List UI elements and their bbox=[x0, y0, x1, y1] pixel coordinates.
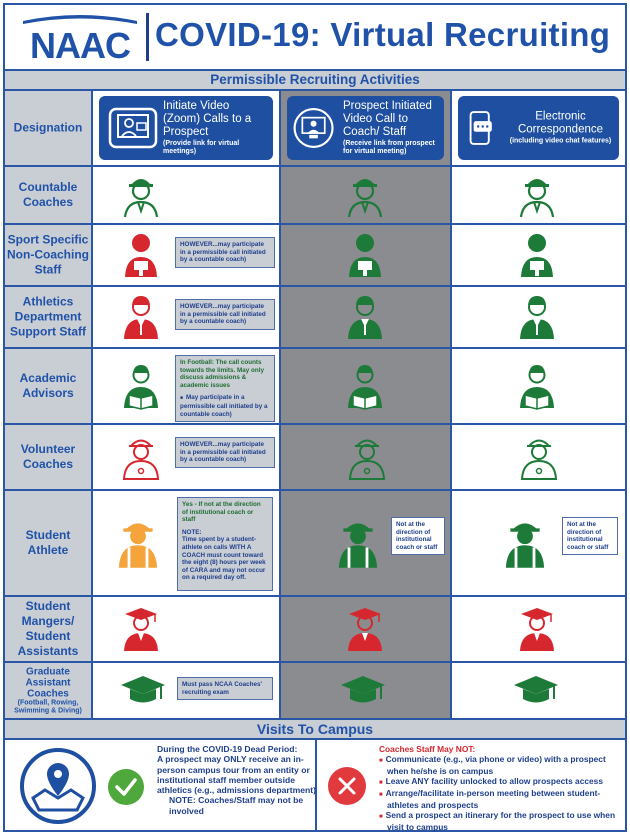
graduate-restricted-icon bbox=[345, 605, 385, 653]
check-icon bbox=[107, 768, 145, 806]
designation-row bbox=[5, 91, 625, 167]
row-label: Graduate Assistant Coaches bbox=[25, 666, 71, 699]
athlete-allowed-icon bbox=[502, 516, 548, 570]
monitor-person-icon bbox=[292, 103, 342, 153]
row-sublabel: (Football, Rowing, Swimming & Diving) bbox=[14, 699, 82, 714]
note-academic-advisors: In Football: The call counts towards the limits. May only discuss admissions & academic issues ■ May participate in a permissible call initiated by a countable coach) bbox=[175, 355, 275, 422]
row-label: Sport Specific Non-Coaching Staff bbox=[7, 232, 89, 277]
row-academic-advisors bbox=[5, 349, 625, 425]
mortarboard-icon bbox=[337, 671, 389, 711]
row-sport-specific-staff bbox=[5, 225, 625, 287]
note-graduate-assistant: Must pass NCAA Coaches' recruiting exam bbox=[177, 677, 273, 700]
row-label: Academic Advisors bbox=[19, 371, 77, 400]
close-icon bbox=[327, 766, 367, 806]
graduate-restricted-icon bbox=[517, 605, 557, 653]
row-label: Student Mangers/ Student Assistants bbox=[17, 599, 79, 658]
suit-staff-allowed-icon bbox=[517, 293, 557, 341]
restricted-item: ■ Send a prospect an itinerary for the prospect to use when visit to campus bbox=[379, 810, 625, 832]
advisor-book-icon bbox=[121, 362, 161, 410]
advisor-book-icon bbox=[517, 362, 557, 410]
row-student-managers bbox=[5, 597, 625, 663]
card-initiate-video bbox=[99, 96, 273, 160]
card-prospect-initiated bbox=[287, 96, 444, 160]
row-student-athlete bbox=[5, 491, 625, 597]
athlete-conditional-icon bbox=[115, 516, 161, 570]
row-graduate-assistant bbox=[5, 663, 625, 718]
header bbox=[5, 5, 625, 71]
section-visits-bar: Visits To Campus bbox=[5, 718, 625, 740]
svg-text:NAAC: NAAC bbox=[30, 25, 130, 63]
card-electronic-correspondence bbox=[458, 96, 619, 160]
restricted-item: ■ Leave ANY facility unlocked to allow prospects access bbox=[379, 776, 625, 788]
suit-staff-allowed-icon bbox=[345, 293, 385, 341]
video-call-person-icon bbox=[104, 103, 162, 153]
visits-allowed-heading: During the COVID-19 Dead Period: bbox=[157, 744, 298, 754]
note-student-athlete: Yes - If not at the direction of institutional coach or staff NOTE: Time spent by a student-athlete on calls WITH A COACH must count toward the eight (8) hours per week of CARA and may not occur on a required day off. bbox=[177, 497, 273, 591]
card-title: Electronic Correspondence bbox=[517, 110, 604, 136]
naac-logo bbox=[21, 13, 139, 63]
row-countable-coaches bbox=[5, 167, 625, 225]
card-subtitle: (Provide link for virtual meetings) bbox=[163, 140, 240, 155]
visits-allowed-body: A prospect may ONLY receive an in-person campus tour from an entity or institutional staff member outside athletics (e.g., admissions department) bbox=[157, 754, 317, 796]
suit-staff-restricted-icon bbox=[121, 293, 161, 341]
volunteer-allowed-icon bbox=[345, 433, 389, 481]
row-label-designation: Designation bbox=[13, 120, 83, 135]
staff-allowed-icon bbox=[345, 231, 385, 279]
staff-restricted-icon bbox=[121, 231, 161, 279]
restricted-item: ■ Communicate (e.g., via phone or video) with a prospect when he/she is on campus bbox=[379, 754, 625, 776]
note-athletics-department: HOWEVER...may participate in a permissible call initiated by a countable coach) bbox=[175, 299, 275, 330]
mortarboard-icon bbox=[117, 671, 169, 711]
visits-allowed-note: NOTE: Coaches/Staff may not be involved bbox=[169, 795, 304, 816]
row-volunteer-coaches bbox=[5, 425, 625, 491]
card-subtitle: (including video chat features) bbox=[509, 137, 612, 145]
graduate-restricted-icon bbox=[121, 605, 161, 653]
visits-section bbox=[5, 740, 625, 832]
row-label: Student Athlete bbox=[25, 528, 71, 557]
phone-chat-icon bbox=[463, 103, 507, 153]
map-pin-icon bbox=[17, 748, 99, 824]
visits-allowed-panel bbox=[5, 740, 317, 832]
card-subtitle: (Receive link from prospect for virtual meeting) bbox=[343, 140, 435, 155]
note-athlete-col2: Not at the direction of institutional coach or staff bbox=[391, 517, 445, 555]
note-sport-specific: HOWEVER...may participate in a permissible call initiated by a countable coach) bbox=[175, 237, 275, 268]
staff-allowed-icon bbox=[517, 231, 557, 279]
volunteer-allowed-icon bbox=[517, 433, 561, 481]
athlete-allowed-icon bbox=[335, 516, 381, 570]
row-athletics-department bbox=[5, 287, 625, 349]
visits-restricted-heading: Coaches Staff May NOT: bbox=[379, 744, 476, 754]
section-activities-bar: Permissible Recruiting Activities bbox=[5, 69, 625, 91]
volunteer-restricted-icon bbox=[119, 433, 163, 481]
header-divider bbox=[146, 13, 149, 61]
infographic-frame bbox=[3, 3, 627, 832]
mortarboard-icon bbox=[510, 671, 562, 711]
visits-restricted-panel bbox=[317, 740, 625, 832]
row-label: Volunteer Coaches bbox=[20, 442, 76, 471]
row-label: Countable Coaches bbox=[18, 180, 78, 209]
page-title: COVID-19: Virtual Recruiting bbox=[155, 16, 611, 53]
advisor-book-icon bbox=[345, 362, 385, 410]
coach-allowed-icon bbox=[517, 171, 557, 219]
card-title: Prospect Initiated Video Call to Coach/ Staff bbox=[343, 100, 432, 138]
note-athlete-col3: Not at the direction of institutional coach or staff bbox=[562, 517, 618, 555]
row-label: Athletics Department Support Staff bbox=[10, 294, 86, 339]
coach-allowed-icon bbox=[121, 171, 161, 219]
restricted-item: ■ Arrange/facilitate in-person meeting between student-athletes and prospects bbox=[379, 788, 625, 810]
card-title: Initiate Video (Zoom) Calls to a Prospect bbox=[163, 100, 252, 138]
note-volunteer-coaches: HOWEVER...may participate in a permissible call initiated by a countable coach) bbox=[175, 437, 275, 468]
coach-allowed-icon bbox=[345, 171, 385, 219]
